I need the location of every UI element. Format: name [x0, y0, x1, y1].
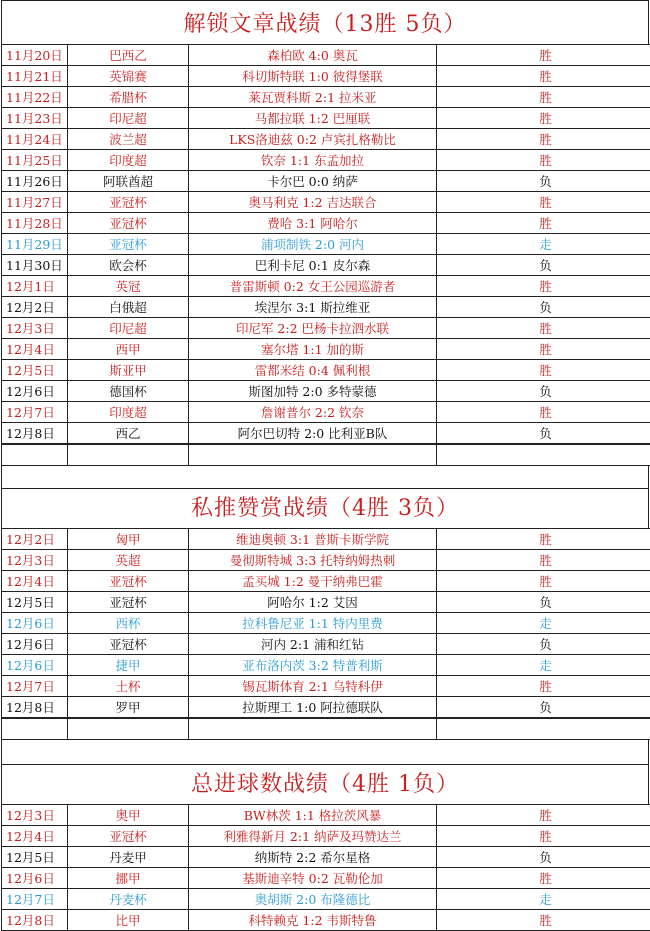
table-row [2, 910, 650, 931]
table-row [2, 318, 650, 339]
date-cell: 12月3日 [2, 318, 68, 339]
results-sheet [1, 0, 649, 931]
result-cell: 走 [437, 234, 650, 255]
table-row [2, 129, 650, 150]
date-cell: 11月30日 [2, 255, 68, 276]
competition-cell: 西乙 [68, 423, 189, 444]
date-cell: 12月8日 [2, 697, 68, 718]
result-cell: 走 [437, 889, 650, 910]
match-cell: 曼彻斯特城 3:3 托特纳姆热刺 [189, 550, 437, 571]
blank-cell [189, 719, 437, 740]
results-table [1, 44, 650, 444]
result-cell: 胜 [437, 45, 650, 66]
match-cell: 基斯迪辛特 0:2 瓦勒伦加 [189, 868, 437, 889]
table-row [2, 339, 650, 360]
table-row [2, 529, 650, 550]
match-cell: 利雅得新月 2:1 纳萨及玛赞达兰 [189, 826, 437, 847]
results-table [1, 528, 650, 718]
competition-cell: 英冠 [68, 276, 189, 297]
result-cell: 负 [437, 634, 650, 655]
table-row [2, 826, 650, 847]
date-cell: 12月6日 [2, 655, 68, 676]
match-cell: 莱瓦贾科斯 2:1 拉米亚 [189, 87, 437, 108]
date-cell: 12月2日 [2, 297, 68, 318]
match-cell: 钦奈 1:1 东孟加拉 [189, 150, 437, 171]
result-cell: 负 [437, 297, 650, 318]
result-cell: 胜 [437, 571, 650, 592]
date-cell: 11月27日 [2, 192, 68, 213]
date-cell: 12月8日 [2, 910, 68, 931]
competition-cell: 印尼超 [68, 108, 189, 129]
date-cell: 11月21日 [2, 66, 68, 87]
match-cell: 浦项制铁 2:0 河内 [189, 234, 437, 255]
competition-cell: 比甲 [68, 910, 189, 931]
result-cell: 胜 [437, 360, 650, 381]
result-cell: 胜 [437, 192, 650, 213]
competition-cell: 亚冠杯 [68, 192, 189, 213]
competition-cell: 丹麦甲 [68, 847, 189, 868]
date-cell: 12月5日 [2, 360, 68, 381]
result-cell: 胜 [437, 213, 650, 234]
date-cell: 12月7日 [2, 676, 68, 697]
date-cell: 12月4日 [2, 571, 68, 592]
match-cell: 亚布洛内茨 3:2 特普利斯 [189, 655, 437, 676]
match-cell: BW林茨 1:1 格拉茨风暴 [189, 805, 437, 826]
competition-cell: 德国杯 [68, 381, 189, 402]
table-row [2, 676, 650, 697]
table-row [2, 108, 650, 129]
date-cell: 11月23日 [2, 108, 68, 129]
result-cell: 负 [437, 847, 650, 868]
section-title: 总进球数战绩（4胜 1负） [1, 764, 649, 804]
result-cell: 胜 [437, 868, 650, 889]
table-row [2, 45, 650, 66]
match-cell: LKS洛迪兹 0:2 卢宾扎格勒比 [189, 129, 437, 150]
date-cell: 11月29日 [2, 234, 68, 255]
match-cell: 卡尔巴 0:0 纳萨 [189, 171, 437, 192]
result-cell: 胜 [437, 676, 650, 697]
competition-cell: 波兰超 [68, 129, 189, 150]
result-cell: 负 [437, 255, 650, 276]
result-cell: 胜 [437, 339, 650, 360]
date-cell: 12月3日 [2, 805, 68, 826]
results-table [1, 804, 650, 931]
result-cell: 负 [437, 697, 650, 718]
competition-cell: 巴西乙 [68, 45, 189, 66]
table-row [2, 592, 650, 613]
date-cell: 12月7日 [2, 402, 68, 423]
table-row [2, 234, 650, 255]
result-cell: 胜 [437, 108, 650, 129]
competition-cell: 欧会杯 [68, 255, 189, 276]
result-cell: 胜 [437, 66, 650, 87]
match-cell: 阿哈尔 1:2 艾因 [189, 592, 437, 613]
blank-cell [2, 719, 68, 740]
section-gap [1, 466, 649, 488]
section-title: 私推赞赏战绩（4胜 3负） [1, 488, 649, 528]
date-cell: 11月28日 [2, 213, 68, 234]
result-cell: 负 [437, 171, 650, 192]
result-cell: 胜 [437, 550, 650, 571]
date-cell: 11月22日 [2, 87, 68, 108]
table-row [2, 360, 650, 381]
match-cell: 埃涅尔 3:1 斯拉维亚 [189, 297, 437, 318]
blank-cell [68, 445, 189, 466]
match-cell: 拉斯理工 1:0 阿拉德联队 [189, 697, 437, 718]
blank-cell [437, 445, 650, 466]
table-row [2, 192, 650, 213]
table-row [2, 550, 650, 571]
blank-cell [2, 445, 68, 466]
result-cell: 负 [437, 592, 650, 613]
table-row [2, 868, 650, 889]
competition-cell: 西甲 [68, 339, 189, 360]
result-cell: 胜 [437, 318, 650, 339]
blank-cell [68, 719, 189, 740]
result-cell: 胜 [437, 402, 650, 423]
results-table-blank-row [1, 718, 650, 740]
blank-cell [189, 445, 437, 466]
competition-cell: 丹麦杯 [68, 889, 189, 910]
result-cell: 走 [437, 613, 650, 634]
match-cell: 维迪奥顿 3:1 普斯卡斯学院 [189, 529, 437, 550]
table-row [2, 276, 650, 297]
date-cell: 12月2日 [2, 529, 68, 550]
date-cell: 12月6日 [2, 634, 68, 655]
blank-row [2, 445, 650, 466]
competition-cell: 印度超 [68, 150, 189, 171]
match-cell: 塞尔塔 1:1 加的斯 [189, 339, 437, 360]
result-cell: 胜 [437, 805, 650, 826]
table-row [2, 150, 650, 171]
competition-cell: 英锦赛 [68, 66, 189, 87]
result-cell: 胜 [437, 276, 650, 297]
table-row [2, 805, 650, 826]
table-row [2, 613, 650, 634]
match-cell: 奥胡斯 2:0 布隆德比 [189, 889, 437, 910]
result-cell: 胜 [437, 910, 650, 931]
competition-cell: 西杯 [68, 613, 189, 634]
match-cell: 纳斯特 2:2 希尔星格 [189, 847, 437, 868]
competition-cell: 英超 [68, 550, 189, 571]
competition-cell: 亚冠杯 [68, 571, 189, 592]
date-cell: 12月6日 [2, 613, 68, 634]
date-cell: 12月7日 [2, 889, 68, 910]
table-row [2, 847, 650, 868]
match-cell: 马都拉联 1:2 巴厘联 [189, 108, 437, 129]
competition-cell: 亚冠杯 [68, 634, 189, 655]
competition-cell: 捷甲 [68, 655, 189, 676]
date-cell: 12月5日 [2, 592, 68, 613]
match-cell: 孟买城 1:2 曼干纳弗巴霍 [189, 571, 437, 592]
date-cell: 12月1日 [2, 276, 68, 297]
match-cell: 科切斯特联 1:0 彼得堡联 [189, 66, 437, 87]
match-cell: 阿尔巴切特 2:0 比利亚B队 [189, 423, 437, 444]
match-cell: 斯图加特 2:0 多特蒙德 [189, 381, 437, 402]
date-cell: 11月25日 [2, 150, 68, 171]
result-cell: 负 [437, 423, 650, 444]
blank-cell [437, 719, 650, 740]
competition-cell: 印尼超 [68, 318, 189, 339]
result-cell: 胜 [437, 826, 650, 847]
match-cell: 奥马利克 1:2 吉达联合 [189, 192, 437, 213]
date-cell: 12月8日 [2, 423, 68, 444]
match-cell: 普雷斯顿 0:2 女王公园巡游者 [189, 276, 437, 297]
competition-cell: 奥甲 [68, 805, 189, 826]
table-row [2, 571, 650, 592]
match-cell: 费哈 3:1 阿哈尔 [189, 213, 437, 234]
table-row [2, 381, 650, 402]
competition-cell: 白俄超 [68, 297, 189, 318]
date-cell: 12月5日 [2, 847, 68, 868]
competition-cell: 土杯 [68, 676, 189, 697]
table-row [2, 213, 650, 234]
match-cell: 科特赖克 1:2 韦斯特鲁 [189, 910, 437, 931]
competition-cell: 希腊杯 [68, 87, 189, 108]
match-cell: 雷都米结 0:4 佩利根 [189, 360, 437, 381]
table-row [2, 423, 650, 444]
table-row [2, 87, 650, 108]
date-cell: 12月4日 [2, 826, 68, 847]
date-cell: 12月6日 [2, 381, 68, 402]
blank-row [2, 719, 650, 740]
competition-cell: 挪甲 [68, 868, 189, 889]
match-cell: 印尼军 2:2 巴杨卡拉泗水联 [189, 318, 437, 339]
competition-cell: 印度超 [68, 402, 189, 423]
date-cell: 11月26日 [2, 171, 68, 192]
table-row [2, 402, 650, 423]
result-cell: 负 [437, 381, 650, 402]
section-title: 解锁文章战绩（13胜 5负） [1, 0, 649, 44]
date-cell: 11月24日 [2, 129, 68, 150]
section-total-goals [1, 764, 649, 931]
result-cell: 胜 [437, 129, 650, 150]
table-row [2, 255, 650, 276]
date-cell: 11月20日 [2, 45, 68, 66]
match-cell: 锡瓦斯体育 2:1 乌特科伊 [189, 676, 437, 697]
table-row [2, 171, 650, 192]
match-cell: 詹谢普尔 2:2 钦奈 [189, 402, 437, 423]
table-row [2, 889, 650, 910]
result-cell: 走 [437, 655, 650, 676]
match-cell: 森柏欧 4:0 奥瓦 [189, 45, 437, 66]
table-row [2, 655, 650, 676]
table-row [2, 697, 650, 718]
date-cell: 12月4日 [2, 339, 68, 360]
section-private-tips [1, 488, 649, 764]
section-unlock-articles [1, 0, 649, 488]
match-cell: 河内 2:1 浦和红钻 [189, 634, 437, 655]
result-cell: 胜 [437, 529, 650, 550]
competition-cell: 阿联酋超 [68, 171, 189, 192]
competition-cell: 亚冠杯 [68, 213, 189, 234]
competition-cell: 亚冠杯 [68, 592, 189, 613]
table-row [2, 634, 650, 655]
competition-cell: 匈甲 [68, 529, 189, 550]
competition-cell: 罗甲 [68, 697, 189, 718]
results-table-blank-row [1, 444, 650, 466]
competition-cell: 斯亚甲 [68, 360, 189, 381]
match-cell: 拉科鲁尼亚 1:1 特内里费 [189, 613, 437, 634]
section-gap [1, 740, 649, 764]
result-cell: 胜 [437, 150, 650, 171]
competition-cell: 亚冠杯 [68, 826, 189, 847]
result-cell: 胜 [437, 87, 650, 108]
table-row [2, 66, 650, 87]
table-row [2, 297, 650, 318]
date-cell: 12月3日 [2, 550, 68, 571]
competition-cell: 亚冠杯 [68, 234, 189, 255]
match-cell: 巴利卡尼 0:1 皮尔森 [189, 255, 437, 276]
date-cell: 12月6日 [2, 868, 68, 889]
